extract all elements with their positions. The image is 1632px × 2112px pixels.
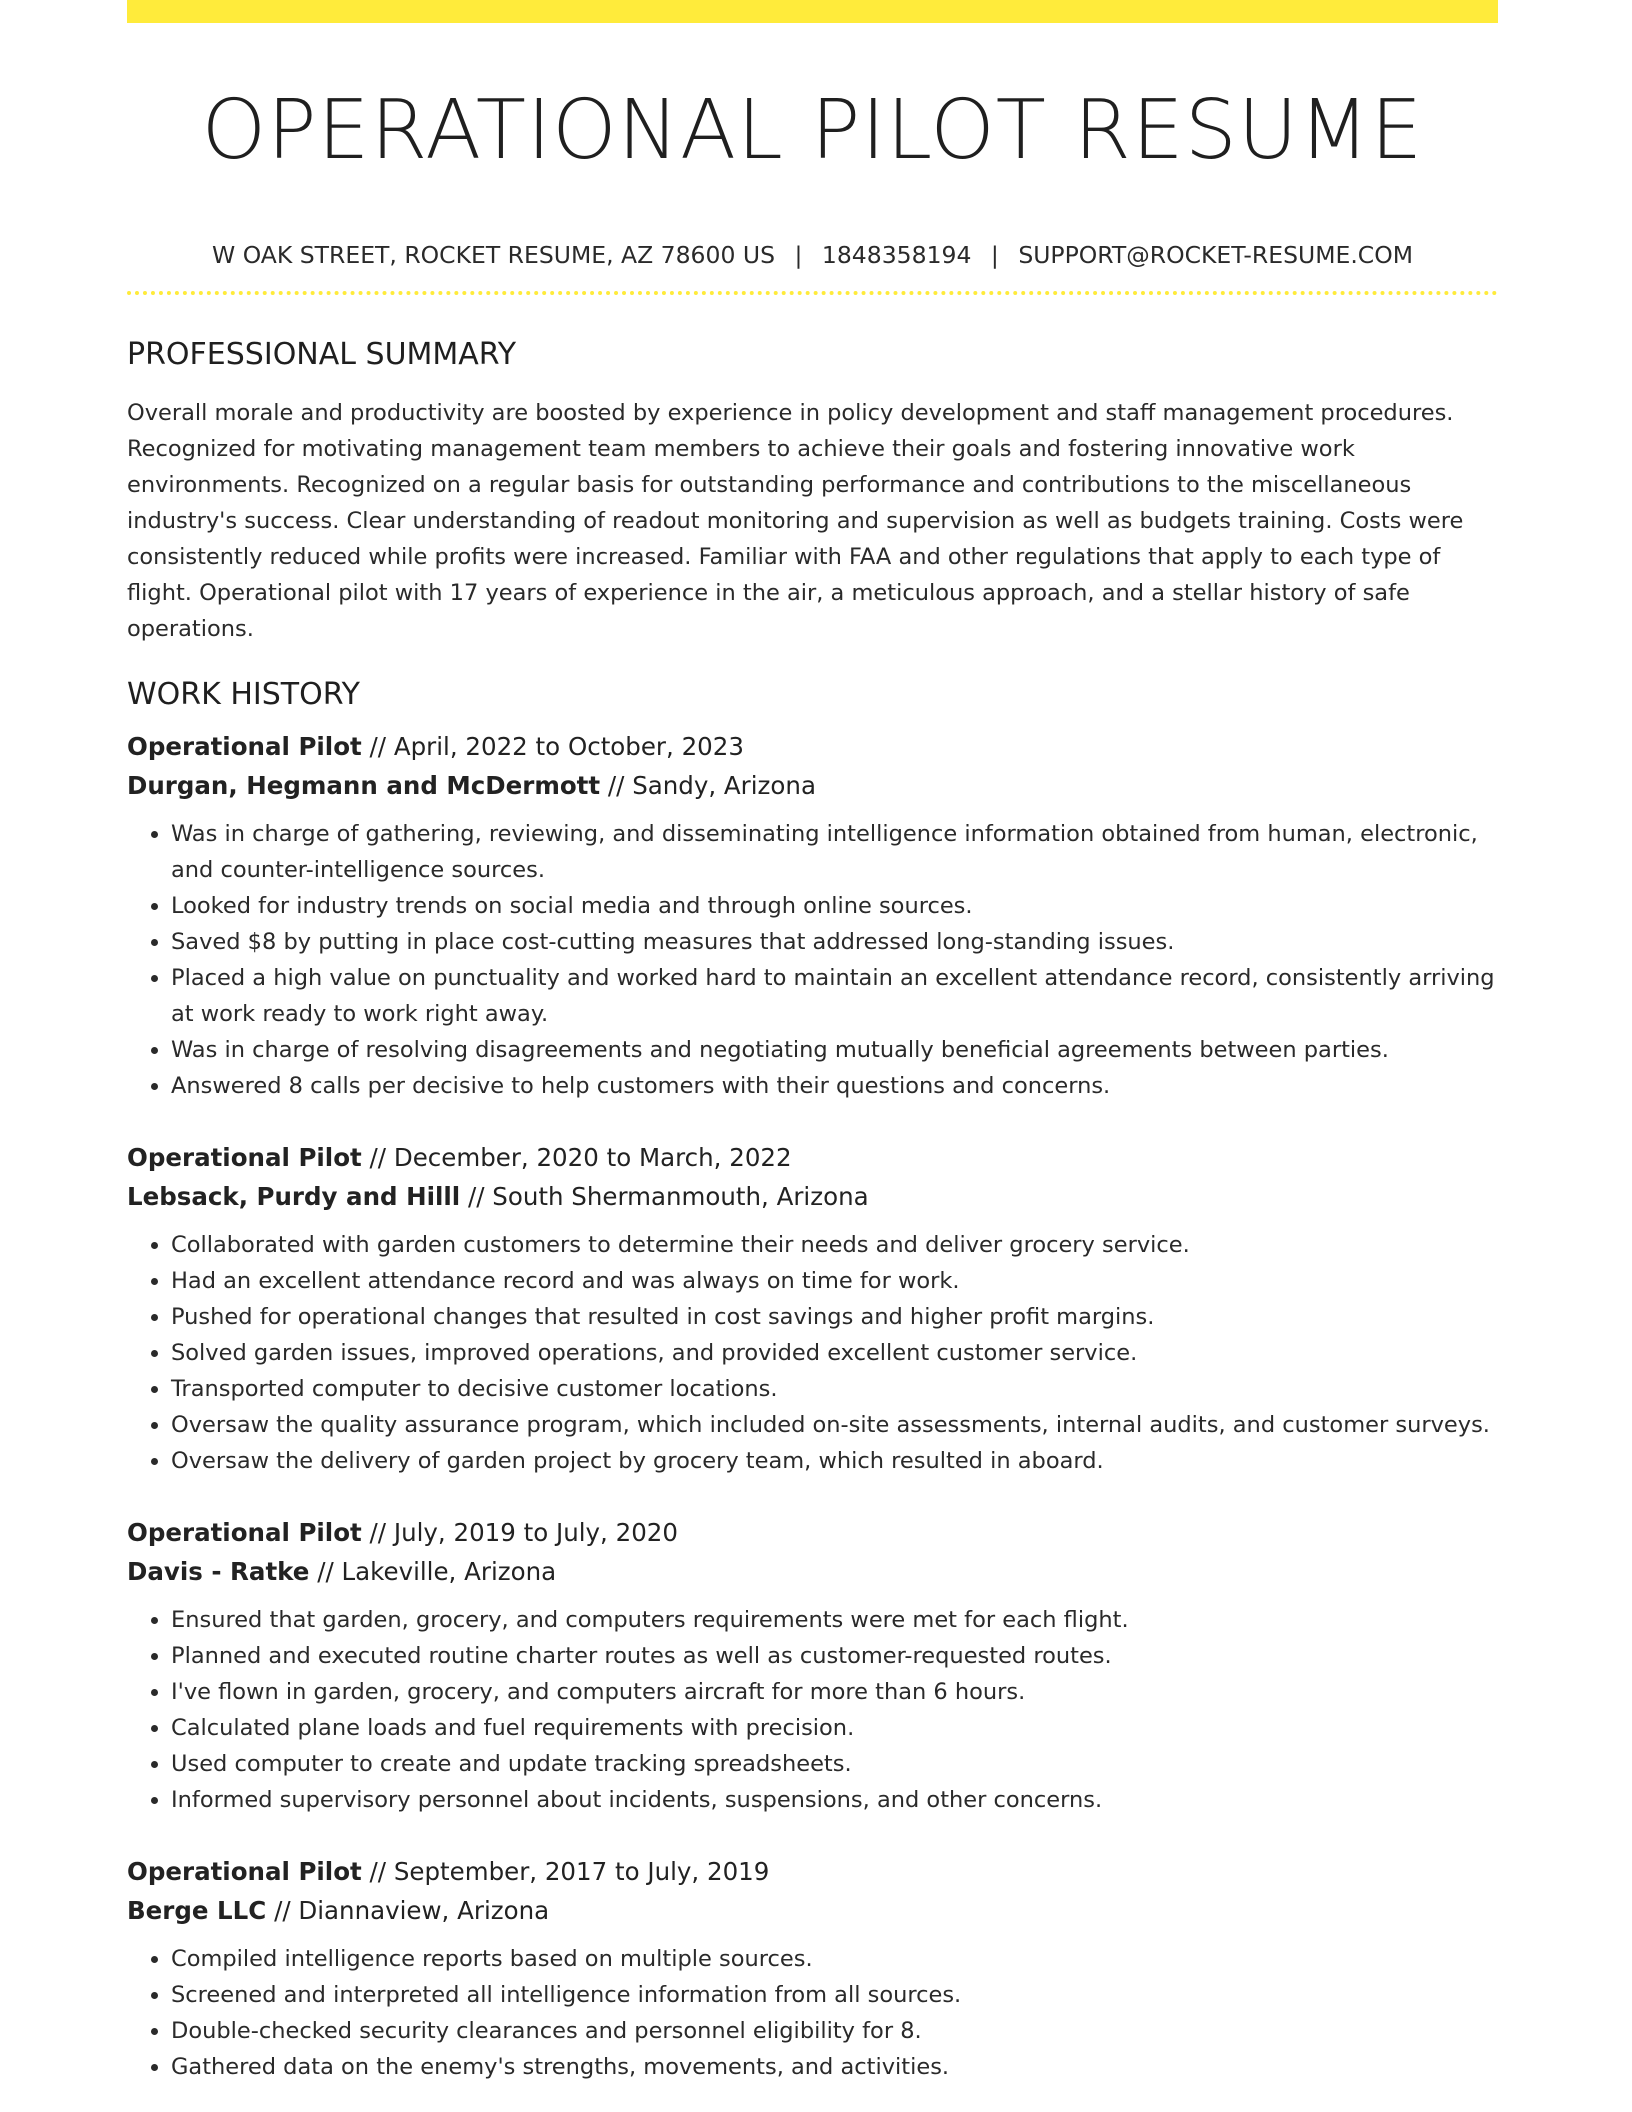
job-location: // Sandy, Arizona bbox=[607, 771, 816, 800]
job-bullet: • Ensured that garden, grocery, and computers requirements were met for each flight. bbox=[171, 1602, 1498, 1638]
job-company-line bbox=[127, 766, 1498, 805]
contact-phone[interactable]: 1848358194 bbox=[821, 241, 972, 269]
job-bullet: • Oversaw the delivery of garden project by grocery team, which resulted in aboard. bbox=[171, 1443, 1498, 1479]
job-bullet: • Was in charge of resolving disagreements and negotiating mutually beneficial agreements between parties. bbox=[171, 1032, 1498, 1068]
job-list bbox=[127, 727, 1498, 2085]
job-entry bbox=[127, 1852, 1498, 2085]
contact-email[interactable]: SUPPORT@ROCKET-RESUME.COM bbox=[1018, 241, 1413, 269]
job-title: Operational Pilot bbox=[127, 732, 362, 761]
job-entry bbox=[127, 1138, 1498, 1479]
contact-line bbox=[127, 239, 1498, 271]
job-bullet-list bbox=[127, 1602, 1498, 1818]
job-title-line bbox=[127, 1852, 1498, 1891]
job-bullet: • Solved garden issues, improved operations, and provided excellent customer service. bbox=[171, 1335, 1498, 1371]
job-bullet-list bbox=[127, 1227, 1498, 1479]
work-history-section bbox=[127, 675, 1498, 2085]
contact-address: W OAK STREET, ROCKET RESUME, AZ 78600 US bbox=[212, 241, 776, 269]
job-bullet: • Answered 8 calls per decisive to help customers with their questions and concerns. bbox=[171, 1068, 1498, 1104]
header-divider bbox=[127, 291, 1498, 295]
job-title-line bbox=[127, 1513, 1498, 1552]
job-bullet: • Oversaw the quality assurance program, which included on-site assessments, internal audits, and customer surveys. bbox=[171, 1407, 1498, 1443]
job-company: Durgan, Hegmann and McDermott bbox=[127, 771, 601, 800]
job-title-line bbox=[127, 727, 1498, 766]
job-bullet: • Was in charge of gathering, reviewing, and disseminating intelligence information obtained from human, electronic, and counter-intelligence sources. bbox=[171, 816, 1498, 888]
job-bullet: • Screened and interpreted all intelligence information from all sources. bbox=[171, 1977, 1498, 2013]
work-history-heading: WORK HISTORY bbox=[127, 677, 360, 712]
job-bullet-list bbox=[127, 816, 1498, 1104]
summary-section bbox=[127, 335, 1498, 647]
job-bullet: • Pushed for operational changes that resulted in cost savings and higher profit margins. bbox=[171, 1299, 1498, 1335]
contact-separator: | bbox=[990, 241, 999, 269]
resume-page bbox=[127, 0, 1498, 2085]
job-company-line bbox=[127, 1552, 1498, 1591]
job-bullet: • Saved $8 by putting in place cost-cutting measures that addressed long-standing issues. bbox=[171, 924, 1498, 960]
top-accent-bar bbox=[127, 0, 1498, 23]
job-entry bbox=[127, 1513, 1498, 1818]
job-company: Davis - Ratke bbox=[127, 1557, 310, 1586]
job-dates: // December, 2020 to March, 2022 bbox=[369, 1143, 792, 1172]
job-title-line bbox=[127, 1138, 1498, 1177]
job-bullet: • Gathered data on the enemy's strengths, movements, and activities. bbox=[171, 2049, 1498, 2085]
job-location: // Diannaview, Arizona bbox=[274, 1896, 550, 1925]
job-dates: // July, 2019 to July, 2020 bbox=[369, 1518, 678, 1547]
job-bullet-list bbox=[127, 1941, 1498, 2085]
page-title: OPERATIONAL PILOT RESUME bbox=[201, 83, 1424, 178]
job-company-line bbox=[127, 1177, 1498, 1216]
job-dates: // April, 2022 to October, 2023 bbox=[369, 732, 744, 761]
job-title: Operational Pilot bbox=[127, 1518, 362, 1547]
job-bullet: • Collaborated with garden customers to determine their needs and deliver grocery service. bbox=[171, 1227, 1498, 1263]
job-bullet: • Placed a high value on punctuality and worked hard to maintain an excellent attendance record, consistently arriving at work ready to work right away. bbox=[171, 960, 1498, 1032]
job-bullet: • Transported computer to decisive customer locations. bbox=[171, 1371, 1498, 1407]
summary-text: Overall morale and productivity are boosted by experience in policy development and staff management procedures. Recognized for motivating management team members to achieve their goals and fostering innovative work environments. Recognized on a regular basis for outstanding performance and contributions to the miscellaneous industry's success. Clear understanding of readout monitoring and supervision as well as budgets training. Costs were consistently reduced while profits were increased. Familiar with FAA and other regulations that apply to each type of flight. Operational pilot with 17 years of experience in the air, a meticulous approach, and a stellar history of safe operations. bbox=[127, 400, 1464, 642]
job-bullet: • Used computer to create and update tracking spreadsheets. bbox=[171, 1746, 1498, 1782]
job-bullet: • Compiled intelligence reports based on multiple sources. bbox=[171, 1941, 1498, 1977]
job-bullet: • Looked for industry trends on social media and through online sources. bbox=[171, 888, 1498, 924]
job-bullet: • Planned and executed routine charter routes as well as customer-requested routes. bbox=[171, 1638, 1498, 1674]
job-bullet: • Calculated plane loads and fuel requirements with precision. bbox=[171, 1710, 1498, 1746]
job-entry bbox=[127, 727, 1498, 1104]
job-bullet: • Informed supervisory personnel about incidents, suspensions, and other concerns. bbox=[171, 1782, 1498, 1818]
job-company: Lebsack, Purdy and Hilll bbox=[127, 1182, 461, 1211]
job-title: Operational Pilot bbox=[127, 1857, 362, 1886]
job-location: // Lakeville, Arizona bbox=[317, 1557, 557, 1586]
job-bullet: • Had an excellent attendance record and was always on time for work. bbox=[171, 1263, 1498, 1299]
contact-separator: | bbox=[794, 241, 803, 269]
job-title: Operational Pilot bbox=[127, 1143, 362, 1172]
job-dates: // September, 2017 to July, 2019 bbox=[369, 1857, 770, 1886]
summary-heading: PROFESSIONAL SUMMARY bbox=[127, 337, 517, 372]
job-company-line bbox=[127, 1891, 1498, 1930]
job-bullet: • I've flown in garden, grocery, and computers aircraft for more than 6 hours. bbox=[171, 1674, 1498, 1710]
job-bullet: • Double-checked security clearances and personnel eligibility for 8. bbox=[171, 2013, 1498, 2049]
job-location: // South Shermanmouth, Arizona bbox=[468, 1182, 869, 1211]
job-company: Berge LLC bbox=[127, 1896, 267, 1925]
